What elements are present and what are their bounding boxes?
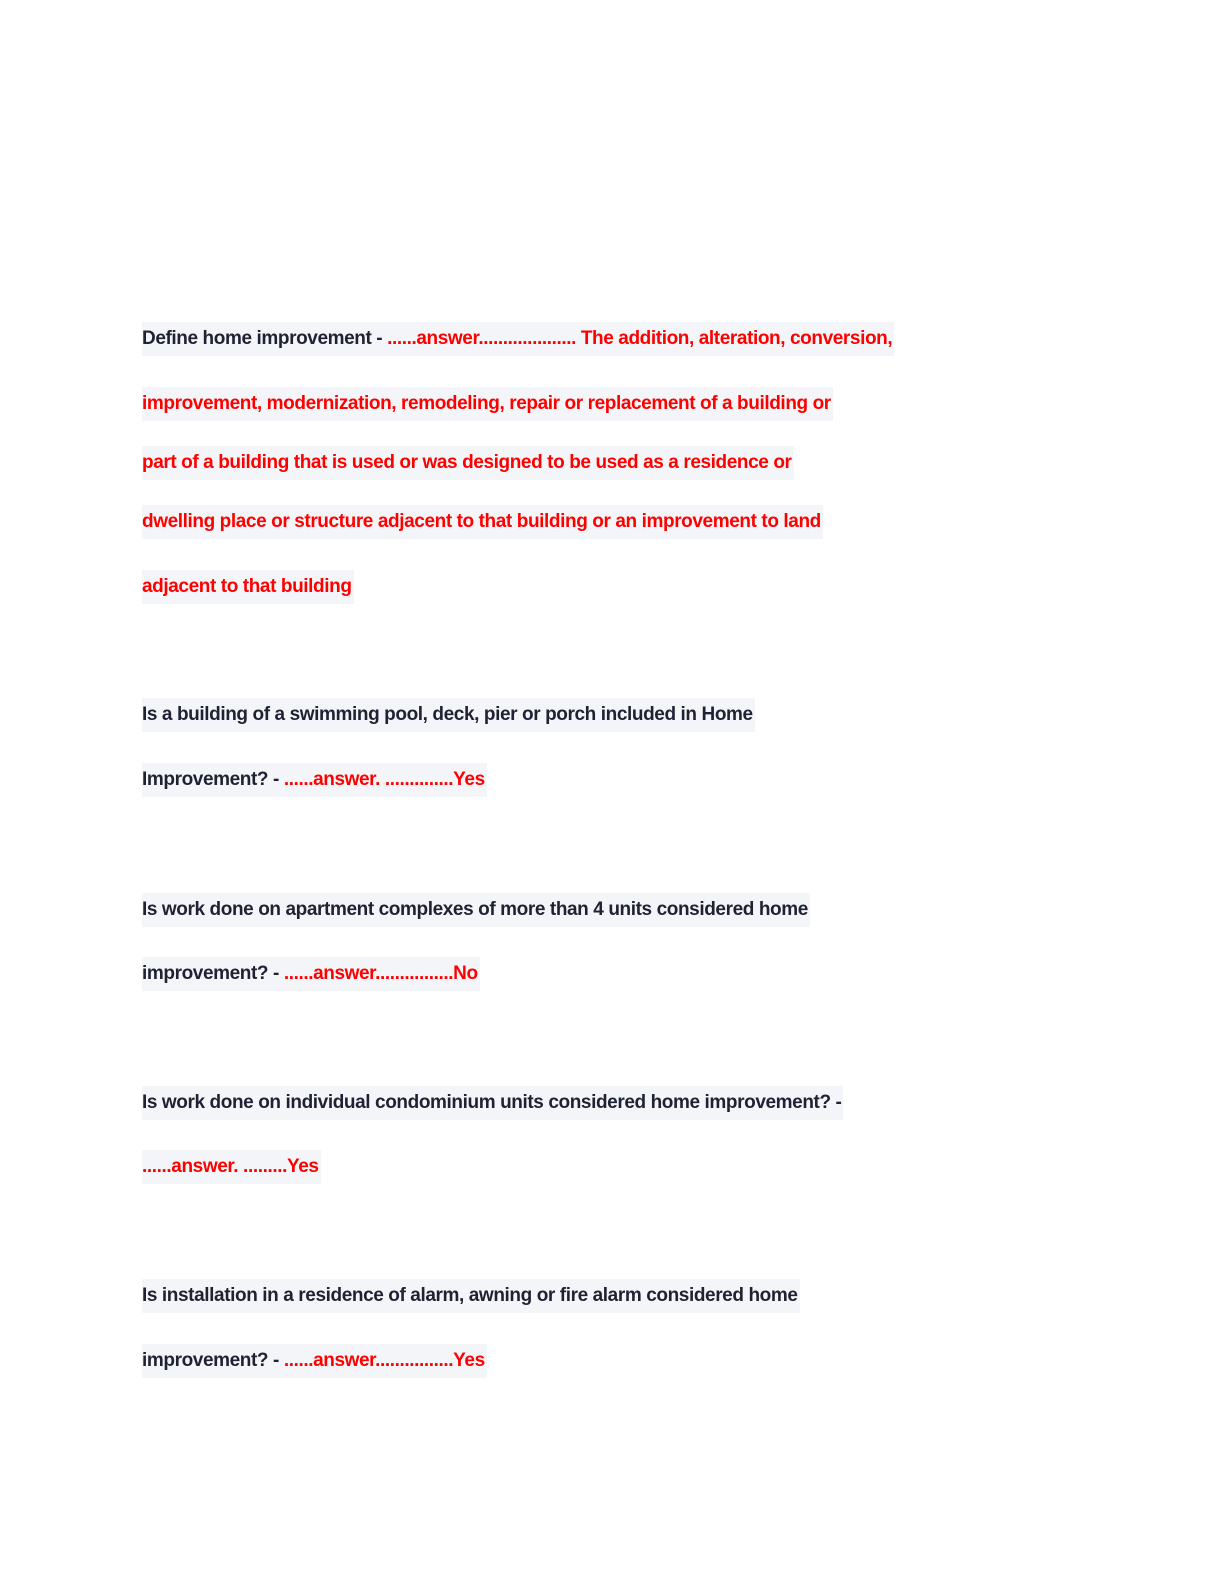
qa-line: [142, 1279, 800, 1313]
qa-line: [142, 957, 480, 991]
qa-line: [142, 698, 755, 732]
question-text: Is a building of a swimming pool, deck, pier or porch included in Home: [142, 704, 753, 725]
answer-text: ......answer. ..............Yes: [283, 769, 485, 790]
question-text: Is installation in a residence of alarm, awning or fire alarm considered home: [142, 1285, 798, 1306]
answer-text: adjacent to that building: [142, 576, 352, 597]
question-text: improvement? -: [142, 1350, 284, 1371]
question-text: Define home improvement -: [142, 328, 388, 349]
qa-line: [142, 505, 823, 539]
qa-line: [142, 387, 833, 421]
qa-line: [142, 1150, 321, 1184]
answer-text: ......answer.................... The addition, alteration, conversion,: [387, 328, 893, 349]
answer-text: improvement, modernization, remodeling, repair or replacement of a building or: [142, 393, 831, 414]
qa-line: [142, 446, 794, 480]
qa-line: [142, 322, 894, 356]
qa-line: [142, 893, 810, 927]
qa-line: [142, 570, 354, 604]
question-text: Improvement? -: [142, 769, 284, 790]
qa-line: [142, 1086, 843, 1120]
answer-text: dwelling place or structure adjacent to that building or an improvement to land: [142, 511, 821, 532]
question-text: Is work done on individual condominium units considered home improvement? -: [142, 1092, 842, 1113]
qa-line: [142, 1344, 487, 1378]
question-text: Is work done on apartment complexes of more than 4 units considered home: [142, 899, 808, 920]
qa-line: [142, 763, 487, 797]
answer-text: ......answer................No: [283, 963, 478, 984]
answer-text: part of a building that is used or was designed to be used as a residence or: [142, 452, 792, 473]
question-text: improvement? -: [142, 963, 284, 984]
answer-text: ......answer................Yes: [283, 1350, 485, 1371]
answer-text: ......answer. .........Yes: [142, 1156, 319, 1177]
